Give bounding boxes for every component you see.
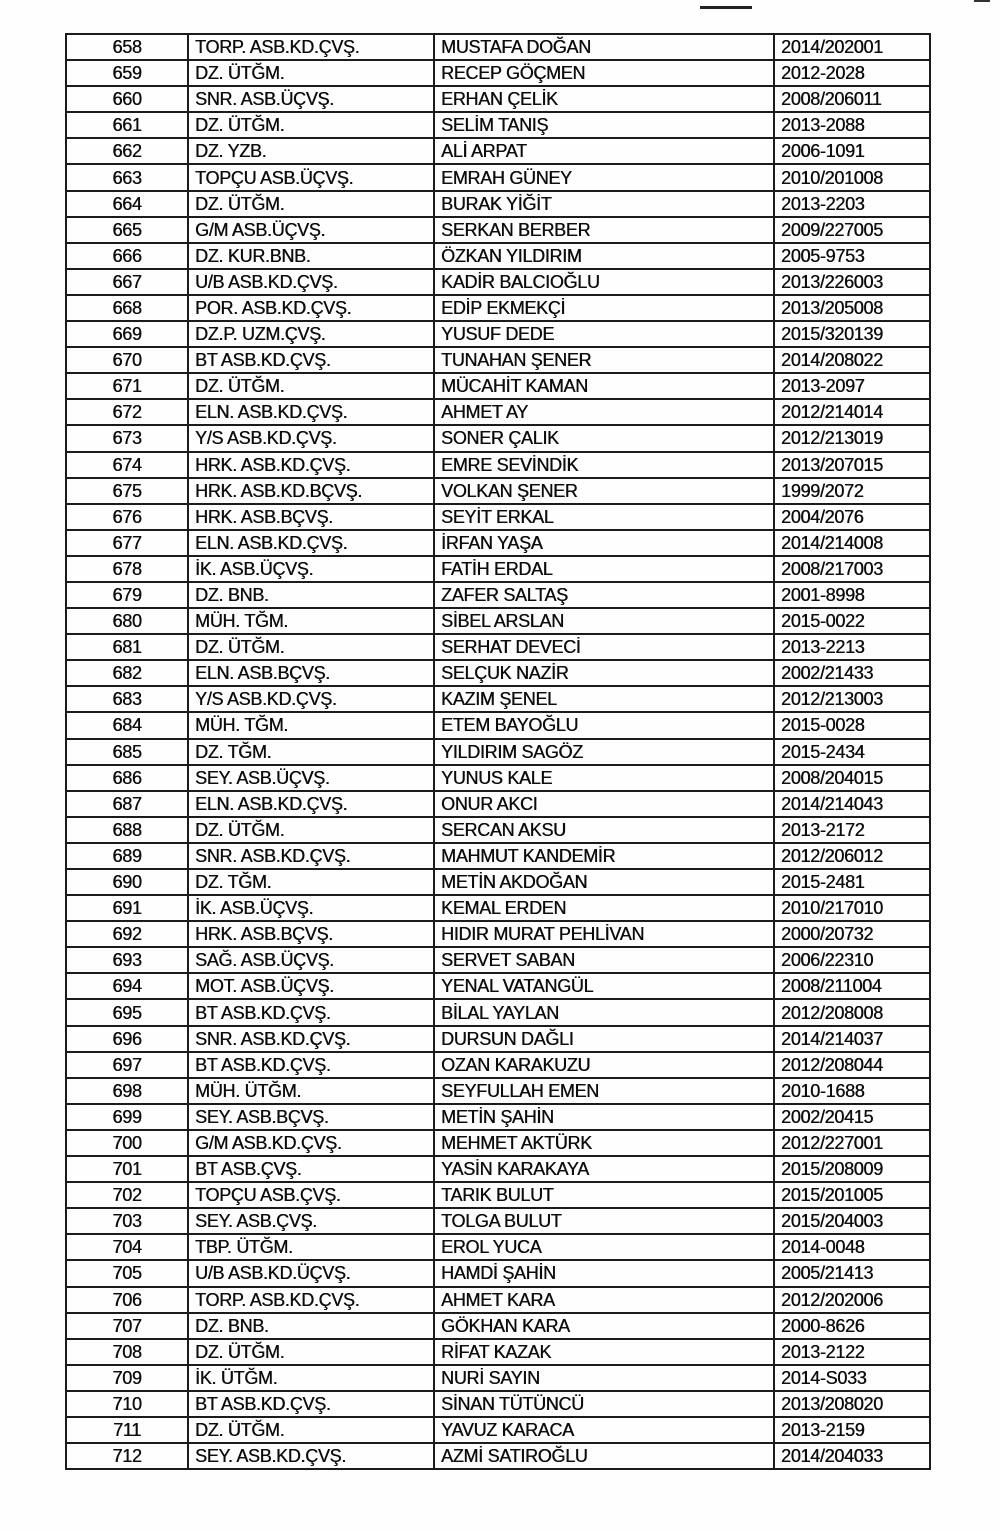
row-number-cell: 696	[66, 1026, 188, 1052]
registry-number-cell: 2015-0022	[774, 608, 930, 634]
registry-number-cell: 2008/217003	[774, 556, 930, 582]
row-number-cell: 683	[66, 686, 188, 712]
table-row	[66, 1026, 930, 1052]
row-number-cell: 673	[66, 425, 188, 451]
rank-cell: DZ. BNB.	[188, 1313, 434, 1339]
name-cell: SEYİT ERKAL	[434, 504, 774, 530]
table-row	[66, 895, 930, 921]
table-row	[66, 191, 930, 217]
registry-number-cell: 2013/226003	[774, 269, 930, 295]
row-number-cell: 694	[66, 973, 188, 999]
name-cell: ERHAN ÇELİK	[434, 86, 774, 112]
row-number-cell: 703	[66, 1208, 188, 1234]
name-cell: SİBEL ARSLAN	[434, 608, 774, 634]
registry-number-cell: 2012-2028	[774, 60, 930, 86]
registry-number-cell: 2013-2159	[774, 1417, 930, 1443]
rank-cell: DZ. ÜTĞM.	[188, 191, 434, 217]
name-cell: SELÇUK NAZİR	[434, 660, 774, 686]
table-row	[66, 1130, 930, 1156]
name-cell: DURSUN DAĞLI	[434, 1026, 774, 1052]
row-number-cell: 658	[66, 34, 188, 60]
rank-cell: TORP. ASB.KD.ÇVŞ.	[188, 1287, 434, 1313]
scan-artifact-line	[700, 6, 752, 9]
registry-number-cell: 2014-S033	[774, 1365, 930, 1391]
row-number-cell: 690	[66, 869, 188, 895]
row-number-cell: 668	[66, 295, 188, 321]
table-row	[66, 1234, 930, 1260]
name-cell: METİN AKDOĞAN	[434, 869, 774, 895]
table-row	[66, 843, 930, 869]
rank-cell: Y/S ASB.KD.ÇVŞ.	[188, 686, 434, 712]
name-cell: FATİH ERDAL	[434, 556, 774, 582]
row-number-cell: 707	[66, 1313, 188, 1339]
registry-number-cell: 2015-0028	[774, 712, 930, 738]
row-number-cell: 685	[66, 739, 188, 765]
row-number-cell: 680	[66, 608, 188, 634]
rank-cell: MOT. ASB.ÜÇVŞ.	[188, 973, 434, 999]
registry-number-cell: 2014/214037	[774, 1026, 930, 1052]
row-number-cell: 674	[66, 452, 188, 478]
row-number-cell: 681	[66, 634, 188, 660]
name-cell: BURAK YİĞİT	[434, 191, 774, 217]
table-row	[66, 347, 930, 373]
name-cell: SİNAN TÜTÜNCÜ	[434, 1391, 774, 1417]
rank-cell: MÜH. TĞM.	[188, 608, 434, 634]
row-number-cell: 706	[66, 1287, 188, 1313]
table-row	[66, 947, 930, 973]
rank-cell: DZ. ÜTĞM.	[188, 373, 434, 399]
registry-number-cell: 2004/2076	[774, 504, 930, 530]
registry-number-cell: 2015/201005	[774, 1182, 930, 1208]
registry-number-cell: 2014/208022	[774, 347, 930, 373]
row-number-cell: 699	[66, 1104, 188, 1130]
row-number-cell: 688	[66, 817, 188, 843]
row-number-cell: 695	[66, 999, 188, 1025]
rank-cell: BT ASB.KD.ÇVŞ.	[188, 1391, 434, 1417]
rank-cell: DZ. ÜTĞM.	[188, 817, 434, 843]
row-number-cell: 678	[66, 556, 188, 582]
rank-cell: DZ. BNB.	[188, 582, 434, 608]
table-row	[66, 530, 930, 556]
registry-number-cell: 2006/22310	[774, 947, 930, 973]
row-number-cell: 675	[66, 478, 188, 504]
name-cell: YILDIRIM SAGÖZ	[434, 739, 774, 765]
name-cell: HAMDİ ŞAHİN	[434, 1260, 774, 1286]
row-number-cell: 684	[66, 712, 188, 738]
rank-cell: ELN. ASB.KD.ÇVŞ.	[188, 791, 434, 817]
table-row	[66, 1365, 930, 1391]
rank-cell: DZ. ÜTĞM.	[188, 634, 434, 660]
row-number-cell: 659	[66, 60, 188, 86]
table-row	[66, 138, 930, 164]
row-number-cell: 686	[66, 765, 188, 791]
table-row	[66, 1260, 930, 1286]
registry-number-cell: 2000-8626	[774, 1313, 930, 1339]
rank-cell: SEY. ASB.ÜÇVŞ.	[188, 765, 434, 791]
name-cell: AHMET KARA	[434, 1287, 774, 1313]
registry-number-cell: 2014/202001	[774, 34, 930, 60]
row-number-cell: 663	[66, 164, 188, 190]
rank-cell: Y/S ASB.KD.ÇVŞ.	[188, 425, 434, 451]
table-row	[66, 921, 930, 947]
table-row	[66, 1313, 930, 1339]
name-cell: SERHAT DEVECİ	[434, 634, 774, 660]
table-row	[66, 556, 930, 582]
registry-number-cell: 2012/208008	[774, 999, 930, 1025]
name-cell: EMRE SEVİNDİK	[434, 452, 774, 478]
table-row	[66, 373, 930, 399]
row-number-cell: 698	[66, 1078, 188, 1104]
name-cell: YUNUS KALE	[434, 765, 774, 791]
rank-cell: İK. ÜTĞM.	[188, 1365, 434, 1391]
name-cell: EDİP EKMEKÇİ	[434, 295, 774, 321]
name-cell: SERCAN AKSU	[434, 817, 774, 843]
name-cell: YUSUF DEDE	[434, 321, 774, 347]
table-row	[66, 478, 930, 504]
name-cell: SERVET SABAN	[434, 947, 774, 973]
table-row	[66, 1156, 930, 1182]
registry-number-cell: 2013/207015	[774, 452, 930, 478]
rank-cell: SNR. ASB.KD.ÇVŞ.	[188, 843, 434, 869]
row-number-cell: 670	[66, 347, 188, 373]
registry-number-cell: 2014/214008	[774, 530, 930, 556]
registry-number-cell: 2009/227005	[774, 217, 930, 243]
rank-cell: G/M ASB.KD.ÇVŞ.	[188, 1130, 434, 1156]
row-number-cell: 697	[66, 1052, 188, 1078]
row-number-cell: 689	[66, 843, 188, 869]
rank-cell: SEY. ASB.KD.ÇVŞ.	[188, 1443, 434, 1469]
row-number-cell: 687	[66, 791, 188, 817]
registry-number-cell: 2008/211004	[774, 973, 930, 999]
row-number-cell: 682	[66, 660, 188, 686]
registry-number-cell: 2013-2213	[774, 634, 930, 660]
registry-number-cell: 2002/20415	[774, 1104, 930, 1130]
rank-cell: DZ. ÜTĞM.	[188, 1417, 434, 1443]
name-cell: MÜCAHİT KAMAN	[434, 373, 774, 399]
registry-number-cell: 2013-2172	[774, 817, 930, 843]
table-row	[66, 1078, 930, 1104]
name-cell: EROL YUCA	[434, 1234, 774, 1260]
name-cell: MEHMET AKTÜRK	[434, 1130, 774, 1156]
registry-number-cell: 2015/208009	[774, 1156, 930, 1182]
row-number-cell: 693	[66, 947, 188, 973]
table-row	[66, 1052, 930, 1078]
name-cell: TARIK BULUT	[434, 1182, 774, 1208]
table-row	[66, 1339, 930, 1365]
table-row	[66, 999, 930, 1025]
registry-number-cell: 2012/208044	[774, 1052, 930, 1078]
name-cell: AZMİ SATIROĞLU	[434, 1443, 774, 1469]
rank-cell: TORP. ASB.KD.ÇVŞ.	[188, 34, 434, 60]
name-cell: ETEM BAYOĞLU	[434, 712, 774, 738]
name-cell: SEYFULLAH EMEN	[434, 1078, 774, 1104]
rank-cell: BT ASB.KD.ÇVŞ.	[188, 999, 434, 1025]
rank-cell: G/M ASB.ÜÇVŞ.	[188, 217, 434, 243]
name-cell: ALİ ARPAT	[434, 138, 774, 164]
row-number-cell: 660	[66, 86, 188, 112]
row-number-cell: 676	[66, 504, 188, 530]
row-number-cell: 709	[66, 1365, 188, 1391]
registry-number-cell: 2005-9753	[774, 243, 930, 269]
registry-number-cell: 2013-2122	[774, 1339, 930, 1365]
name-cell: ZAFER SALTAŞ	[434, 582, 774, 608]
rank-cell: SNR. ASB.ÜÇVŞ.	[188, 86, 434, 112]
name-cell: NURİ SAYIN	[434, 1365, 774, 1391]
name-cell: MUSTAFA DOĞAN	[434, 34, 774, 60]
table-row	[66, 1417, 930, 1443]
rank-cell: DZ. YZB.	[188, 138, 434, 164]
table-row	[66, 321, 930, 347]
registry-number-cell: 2012/206012	[774, 843, 930, 869]
row-number-cell: 666	[66, 243, 188, 269]
registry-number-cell: 2006-1091	[774, 138, 930, 164]
rank-cell: MÜH. TĞM.	[188, 712, 434, 738]
rank-cell: SNR. ASB.KD.ÇVŞ.	[188, 1026, 434, 1052]
rank-cell: HRK. ASB.BÇVŞ.	[188, 921, 434, 947]
scan-artifact-mark	[974, 0, 990, 2]
row-number-cell: 662	[66, 138, 188, 164]
name-cell: ÖZKAN YILDIRIM	[434, 243, 774, 269]
rank-cell: DZ. ÜTĞM.	[188, 60, 434, 86]
registry-number-cell: 2002/21433	[774, 660, 930, 686]
table-row	[66, 34, 930, 60]
rank-cell: ELN. ASB.KD.ÇVŞ.	[188, 399, 434, 425]
table-body	[66, 34, 930, 1469]
row-number-cell: 702	[66, 1182, 188, 1208]
table-row	[66, 608, 930, 634]
name-cell: HIDIR MURAT PEHLİVAN	[434, 921, 774, 947]
registry-number-cell: 2013/205008	[774, 295, 930, 321]
rank-cell: DZ.P. UZM.ÇVŞ.	[188, 321, 434, 347]
rank-cell: TOPÇU ASB.ÜÇVŞ.	[188, 164, 434, 190]
table-row	[66, 1182, 930, 1208]
registry-number-cell: 2008/204015	[774, 765, 930, 791]
registry-number-cell: 2010/217010	[774, 895, 930, 921]
name-cell: RİFAT KAZAK	[434, 1339, 774, 1365]
registry-number-cell: 2010-1688	[774, 1078, 930, 1104]
registry-number-cell: 2000/20732	[774, 921, 930, 947]
table-row	[66, 1391, 930, 1417]
row-number-cell: 677	[66, 530, 188, 556]
rank-cell: ELN. ASB.KD.ÇVŞ.	[188, 530, 434, 556]
registry-number-cell: 2014-0048	[774, 1234, 930, 1260]
name-cell: SELİM TANIŞ	[434, 112, 774, 138]
rank-cell: MÜH. ÜTĞM.	[188, 1078, 434, 1104]
rank-cell: BT ASB.KD.ÇVŞ.	[188, 347, 434, 373]
row-number-cell: 671	[66, 373, 188, 399]
registry-number-cell: 2015-2481	[774, 869, 930, 895]
rank-cell: DZ. TĞM.	[188, 869, 434, 895]
table-row	[66, 869, 930, 895]
name-cell: YASİN KARAKAYA	[434, 1156, 774, 1182]
row-number-cell: 692	[66, 921, 188, 947]
name-cell: KAZIM ŞENEL	[434, 686, 774, 712]
registry-number-cell: 2015/204003	[774, 1208, 930, 1234]
row-number-cell: 691	[66, 895, 188, 921]
registry-number-cell: 2012/227001	[774, 1130, 930, 1156]
table-row	[66, 817, 930, 843]
name-cell: KADİR BALCIOĞLU	[434, 269, 774, 295]
registry-number-cell: 2012/214014	[774, 399, 930, 425]
row-number-cell: 669	[66, 321, 188, 347]
table-row	[66, 1208, 930, 1234]
name-cell: KEMAL ERDEN	[434, 895, 774, 921]
rank-cell: U/B ASB.KD.ÜÇVŞ.	[188, 1260, 434, 1286]
table-row	[66, 582, 930, 608]
registry-number-cell: 2013-2088	[774, 112, 930, 138]
rank-cell: BT ASB.KD.ÇVŞ.	[188, 1052, 434, 1078]
name-cell: TUNAHAN ŞENER	[434, 347, 774, 373]
name-cell: TOLGA BULUT	[434, 1208, 774, 1234]
row-number-cell: 672	[66, 399, 188, 425]
registry-number-cell: 2014/204033	[774, 1443, 930, 1469]
table-row	[66, 739, 930, 765]
name-cell: AHMET AY	[434, 399, 774, 425]
rank-cell: DZ. TĞM.	[188, 739, 434, 765]
table-row	[66, 60, 930, 86]
name-cell: YAVUZ KARACA	[434, 1417, 774, 1443]
table-row	[66, 269, 930, 295]
name-cell: SONER ÇALIK	[434, 425, 774, 451]
rank-cell: TBP. ÜTĞM.	[188, 1234, 434, 1260]
row-number-cell: 665	[66, 217, 188, 243]
rank-cell: HRK. ASB.BÇVŞ.	[188, 504, 434, 530]
name-cell: BİLAL YAYLAN	[434, 999, 774, 1025]
table-row	[66, 452, 930, 478]
personnel-table	[65, 33, 931, 1470]
registry-number-cell: 2005/21413	[774, 1260, 930, 1286]
table-row	[66, 217, 930, 243]
name-cell: YENAL VATANGÜL	[434, 973, 774, 999]
name-cell: OZAN KARAKUZU	[434, 1052, 774, 1078]
row-number-cell: 711	[66, 1417, 188, 1443]
rank-cell: SAĞ. ASB.ÜÇVŞ.	[188, 947, 434, 973]
registry-number-cell: 2013-2203	[774, 191, 930, 217]
registry-number-cell: 2001-8998	[774, 582, 930, 608]
name-cell: SERKAN BERBER	[434, 217, 774, 243]
name-cell: ONUR AKCI	[434, 791, 774, 817]
table-row	[66, 634, 930, 660]
registry-number-cell: 1999/2072	[774, 478, 930, 504]
row-number-cell: 708	[66, 1339, 188, 1365]
registry-number-cell: 2012/213019	[774, 425, 930, 451]
rank-cell: SEY. ASB.ÇVŞ.	[188, 1208, 434, 1234]
table-row	[66, 164, 930, 190]
rank-cell: SEY. ASB.BÇVŞ.	[188, 1104, 434, 1130]
rank-cell: HRK. ASB.KD.ÇVŞ.	[188, 452, 434, 478]
registry-number-cell: 2015/320139	[774, 321, 930, 347]
table-row	[66, 112, 930, 138]
registry-number-cell: 2012/213003	[774, 686, 930, 712]
row-number-cell: 705	[66, 1260, 188, 1286]
registry-number-cell: 2013/208020	[774, 1391, 930, 1417]
rank-cell: BT ASB.ÇVŞ.	[188, 1156, 434, 1182]
rank-cell: DZ. KUR.BNB.	[188, 243, 434, 269]
registry-number-cell: 2013-2097	[774, 373, 930, 399]
table-row	[66, 686, 930, 712]
rank-cell: HRK. ASB.KD.BÇVŞ.	[188, 478, 434, 504]
row-number-cell: 664	[66, 191, 188, 217]
registry-number-cell: 2012/202006	[774, 1287, 930, 1313]
table-row	[66, 86, 930, 112]
rank-cell: ELN. ASB.BÇVŞ.	[188, 660, 434, 686]
rank-cell: POR. ASB.KD.ÇVŞ.	[188, 295, 434, 321]
rank-cell: İK. ASB.ÜÇVŞ.	[188, 895, 434, 921]
table-row	[66, 765, 930, 791]
registry-number-cell: 2014/214043	[774, 791, 930, 817]
table-row	[66, 425, 930, 451]
rank-cell: DZ. ÜTĞM.	[188, 1339, 434, 1365]
rank-cell: DZ. ÜTĞM.	[188, 112, 434, 138]
row-number-cell: 712	[66, 1443, 188, 1469]
name-cell: EMRAH GÜNEY	[434, 164, 774, 190]
table-row	[66, 295, 930, 321]
registry-number-cell: 2015-2434	[774, 739, 930, 765]
table-row	[66, 1287, 930, 1313]
table-row	[66, 660, 930, 686]
registry-number-cell: 2008/206011	[774, 86, 930, 112]
rank-cell: TOPÇU ASB.ÇVŞ.	[188, 1182, 434, 1208]
table-row	[66, 243, 930, 269]
row-number-cell: 701	[66, 1156, 188, 1182]
name-cell: İRFAN YAŞA	[434, 530, 774, 556]
row-number-cell: 700	[66, 1130, 188, 1156]
rank-cell: U/B ASB.KD.ÇVŞ.	[188, 269, 434, 295]
table-row	[66, 399, 930, 425]
table-row	[66, 791, 930, 817]
row-number-cell: 661	[66, 112, 188, 138]
name-cell: MAHMUT KANDEMİR	[434, 843, 774, 869]
row-number-cell: 679	[66, 582, 188, 608]
table-row	[66, 1443, 930, 1469]
row-number-cell: 704	[66, 1234, 188, 1260]
table-row	[66, 504, 930, 530]
rank-cell: İK. ASB.ÜÇVŞ.	[188, 556, 434, 582]
name-cell: METİN ŞAHİN	[434, 1104, 774, 1130]
row-number-cell: 667	[66, 269, 188, 295]
table-row	[66, 973, 930, 999]
row-number-cell: 710	[66, 1391, 188, 1417]
name-cell: RECEP GÖÇMEN	[434, 60, 774, 86]
name-cell: GÖKHAN KARA	[434, 1313, 774, 1339]
registry-number-cell: 2010/201008	[774, 164, 930, 190]
table-row	[66, 1104, 930, 1130]
table-row	[66, 712, 930, 738]
name-cell: VOLKAN ŞENER	[434, 478, 774, 504]
